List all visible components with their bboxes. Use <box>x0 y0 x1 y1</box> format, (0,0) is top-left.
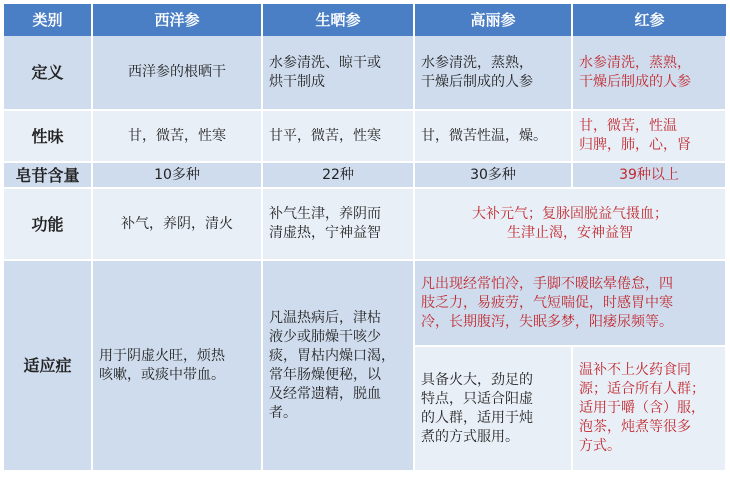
cell-definition-xiyang: 西洋参的根晒干 <box>92 36 262 110</box>
cell-indication-xiyang <box>92 260 262 471</box>
text-line: 水参清洗、晾干或 <box>269 54 381 71</box>
cell-definition-hong <box>572 36 726 110</box>
header-hongshen: 红参 <box>572 4 726 36</box>
row-definition <box>4 36 726 110</box>
cell-indication-gaoli-hong <box>414 260 726 346</box>
row-saponin <box>4 162 726 188</box>
text-line: 的人群，适用于炖 <box>421 409 533 426</box>
cell-saponin-hong: 39种以上 <box>572 162 726 188</box>
row-function <box>4 188 726 260</box>
text-line: 用于阴虚火旺，烦热 <box>99 347 225 364</box>
text-line: 肢乏力，易疲劳，气短喘促，时感胃中寒 <box>421 294 673 311</box>
cell-taste-xiyang: 甘，微苦，性寒 <box>92 110 262 162</box>
text-line: 及经常遗精，脱血 <box>269 385 381 402</box>
ginseng-comparison-table <box>4 4 727 472</box>
text-line: 温补不上火药食同 <box>579 362 691 378</box>
text-line: 特点，只适合阳虚 <box>421 390 533 407</box>
text-line: 咳嗽，或痰中带血。 <box>99 366 225 383</box>
row-label-saponin: 皂苷含量 <box>4 162 92 188</box>
text-line: 甘，微苦，性温 <box>579 118 677 134</box>
cell-indication-shengshai <box>262 260 414 471</box>
row-label-indication: 适应症 <box>4 260 92 471</box>
cell-indication-hong <box>572 346 726 471</box>
header-row <box>4 4 726 36</box>
row-indication <box>4 260 726 346</box>
text-line: 具备火大，劲足的 <box>421 371 533 388</box>
header-gaolishen: 高丽参 <box>414 4 572 36</box>
comparison-table-wrapper <box>4 4 727 472</box>
text-line: 冷，长期腹泻，失眠多梦，阳痿尿频等。 <box>421 313 673 330</box>
text-line: 凡温热病后，津枯 <box>269 309 381 326</box>
text-line: 清虚热，宁神益智 <box>269 225 381 241</box>
text-line: 补气生津，养阴而 <box>269 206 381 222</box>
text-line: 干燥后制成的人参 <box>579 73 691 90</box>
text-line: 归脾，肺，心，肾 <box>579 137 691 153</box>
text-line: 水参清洗，蒸熟， <box>579 54 691 71</box>
text-line: 常年肠燥便秘，以 <box>269 366 381 383</box>
cell-taste-hong <box>572 110 726 162</box>
cell-saponin-gaoli: 30多种 <box>414 162 572 188</box>
text-line: 方式。 <box>579 438 621 454</box>
cell-saponin-shengshai: 22种 <box>262 162 414 188</box>
text-line: 源；适合所有人群； <box>579 381 705 397</box>
text-line: 液少或肺燥干咳少 <box>269 328 381 345</box>
cell-saponin-xiyang: 10多种 <box>92 162 262 188</box>
text-line: 者。 <box>269 404 297 421</box>
row-taste <box>4 110 726 162</box>
cell-definition-shengshai <box>262 36 414 110</box>
text-line: 生津止渴，安神益智 <box>507 225 633 241</box>
text-line: 煮的方式服用。 <box>421 428 519 445</box>
cell-function-gaoli-hong <box>414 188 726 260</box>
cell-definition-gaoli <box>414 36 572 110</box>
text-line: 适用于嚼（含）服， <box>579 400 705 416</box>
text-line: 凡出现经常怕冷，手脚不暖眩晕倦怠，四 <box>421 275 673 292</box>
cell-function-xiyang: 补气，养阴，清火 <box>92 188 262 260</box>
header-category: 类别 <box>4 4 92 36</box>
row-label-taste: 性味 <box>4 110 92 162</box>
cell-taste-gaoli: 甘，微苦性温，燥。 <box>414 110 572 162</box>
text-line: 干燥后制成的人参 <box>421 73 533 90</box>
text-line: 水参清洗，蒸熟， <box>421 54 533 71</box>
row-label-function: 功能 <box>4 188 92 260</box>
text-line: 泡茶，炖煮等很多 <box>579 419 691 435</box>
row-label-definition: 定义 <box>4 36 92 110</box>
cell-function-shengshai <box>262 188 414 260</box>
header-shengshaishen: 生晒参 <box>262 4 414 36</box>
text-line: 痰，胃枯内燥口渴， <box>269 347 395 364</box>
text-line: 大补元气；复脉固脱益气摄血； <box>472 206 668 222</box>
cell-taste-shengshai: 甘平，微苦，性寒 <box>262 110 414 162</box>
header-xiyangshen: 西洋参 <box>92 4 262 36</box>
text-line: 烘干制成 <box>269 73 325 90</box>
cell-indication-gaoli <box>414 346 572 471</box>
